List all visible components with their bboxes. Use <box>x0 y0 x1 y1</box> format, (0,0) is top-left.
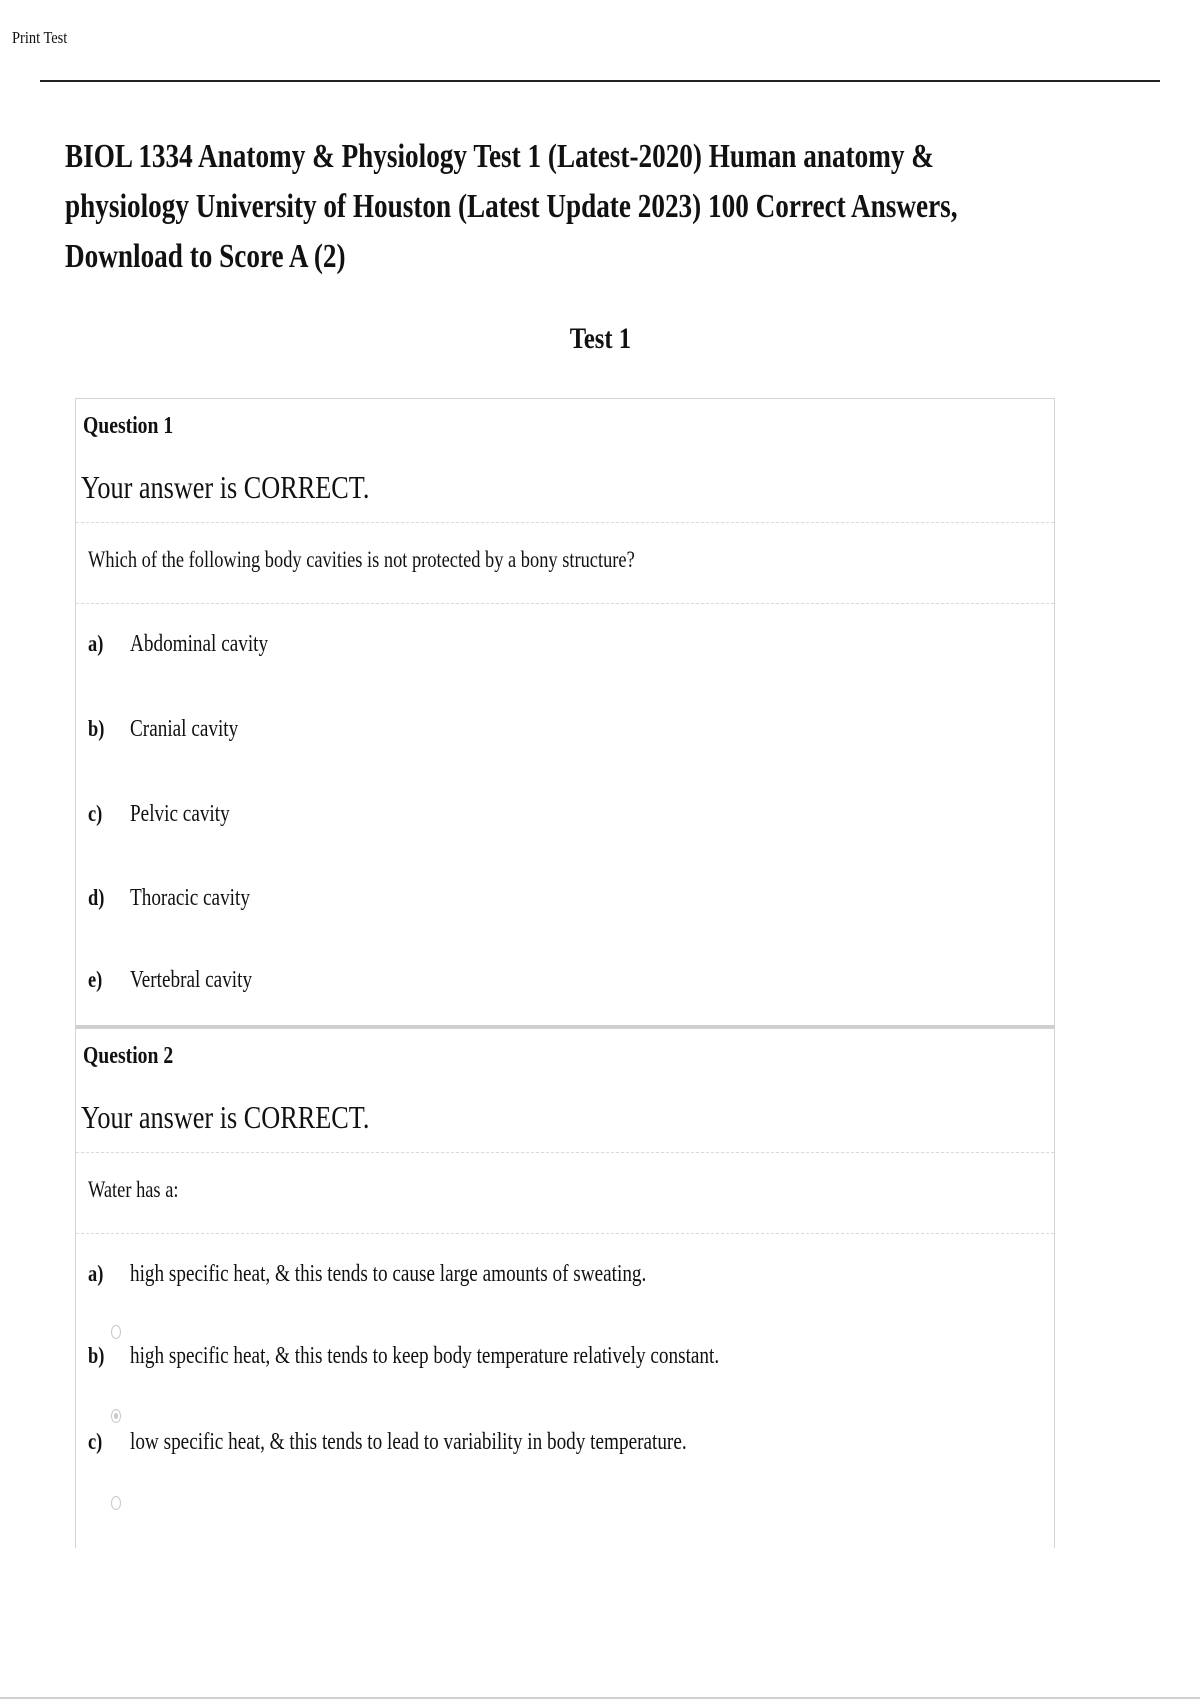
option-letter: a) <box>88 1261 104 1286</box>
option-text: high specific heat, & this tends to cause large amounts of sweating. <box>130 1261 647 1287</box>
question-number: Question 1 <box>83 413 174 439</box>
option-letter: b) <box>88 716 105 741</box>
option-letter: c) <box>88 801 103 826</box>
answer-option-b[interactable] <box>88 1343 1028 1383</box>
option-letter: c) <box>88 1429 103 1454</box>
question-prompt: Water has a: <box>88 1177 179 1202</box>
question-prompt-box <box>76 522 1054 604</box>
option-text: Pelvic cavity <box>130 801 230 827</box>
question-card-2 <box>75 1028 1055 1548</box>
answer-status: Your answer is CORRECT. <box>81 469 370 505</box>
answer-option-a[interactable] <box>88 631 1028 671</box>
answer-option-c[interactable] <box>88 1429 1028 1469</box>
answer-option-a[interactable] <box>88 1261 1028 1301</box>
question-prompt-box <box>76 1152 1054 1234</box>
header-divider <box>40 80 1160 82</box>
option-text: Thoracic cavity <box>130 885 250 911</box>
radio-button-selected-icon[interactable] <box>111 1409 121 1423</box>
test-title: Test 1 <box>569 322 631 355</box>
answer-option-c[interactable] <box>88 801 1028 841</box>
footer-divider <box>0 1697 1200 1699</box>
answer-option-d[interactable] <box>88 885 1028 925</box>
option-text: low specific heat, & this tends to lead to variability in body temperature. <box>130 1429 687 1455</box>
answer-status: Your answer is CORRECT. <box>81 1099 370 1135</box>
option-text: Abdominal cavity <box>130 631 269 657</box>
document-title: BIOL 1334 Anatomy & Physiology Test 1 (Latest-2020) Human anatomy & physiology University of Houston (Latest Update 2023) 100 Correct Answers, Download to Score A (2) <box>65 138 958 275</box>
option-letter: e) <box>88 967 103 992</box>
answer-option-b[interactable] <box>88 716 1028 756</box>
option-letter: a) <box>88 631 104 656</box>
question-number: Question 2 <box>83 1043 174 1069</box>
radio-button-icon[interactable] <box>111 1325 121 1339</box>
option-letter: b) <box>88 1343 105 1368</box>
radio-button-icon[interactable] <box>111 1496 121 1510</box>
option-text: high specific heat, & this tends to keep body temperature relatively constant. <box>130 1343 720 1369</box>
question-card-1 <box>75 398 1055 1028</box>
question-prompt: Which of the following body cavities is not protected by a bony structure? <box>88 547 635 572</box>
test-title-wrap <box>0 322 1200 356</box>
option-text: Vertebral cavity <box>130 967 253 993</box>
option-text: Cranial cavity <box>130 716 239 742</box>
option-letter: d) <box>88 885 105 910</box>
answer-option-e[interactable] <box>88 967 1028 1007</box>
page-header: Print Test <box>12 28 68 47</box>
